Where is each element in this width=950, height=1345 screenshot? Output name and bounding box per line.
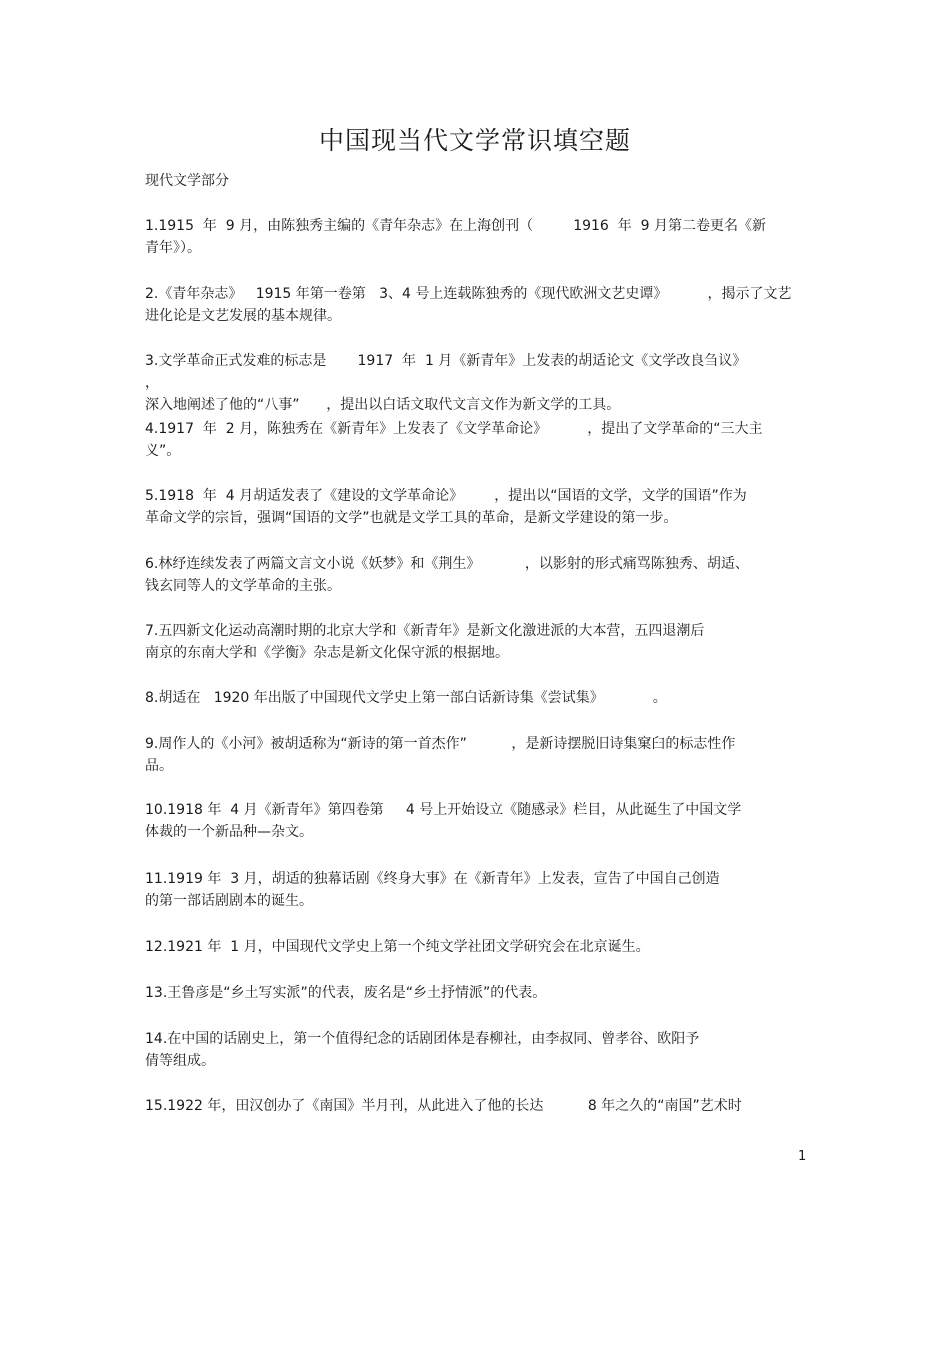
question-item-3: 3.文学革命正式发难的标志是 1917 年 1 月《新青年》上发表的胡适论文《文学改良刍议》 ， 深入地阐述了他的“八事” ，提出以白话文取代文言文作为新文学的工具。	[145, 353, 747, 413]
question-item-5: 5.1918 年 4 月胡适发表了《建设的文学革命论》 ，提出以“国语的文学，文学的国语”作为 革命文学的宗旨，强调“国语的文学”也就是文学工具的革命，是新文学建设的第一步。	[145, 488, 747, 526]
section-heading: 现代文学部分	[145, 173, 229, 189]
question-item-4: 4.1917 年 2 月，陈独秀在《新青年》上发表了《文学革命论》 ，提出了文学革命的“三大主 义”。	[145, 421, 763, 459]
question-item-13: 13.王鲁彦是“乡土写实派”的代表，废名是“乡土抒情派”的代表。	[145, 985, 547, 1001]
question-item-9: 9.周作人的《小河》被胡适称为“新诗的第一首杰作” ，是新诗摆脱旧诗集窠臼的标志性作 品。	[145, 736, 736, 774]
question-item-8: 8.胡适在 1920 年出版了中国现代文学史上第一部白话新诗集《尝试集》 。	[145, 690, 667, 706]
question-item-10: 10.1918 年 4 月《新青年》第四卷第 4 号上开始设立《随感录》栏目，从此诞生了中国文学 体裁的一个新品种—杂文。	[145, 802, 742, 840]
question-item-6: 6.林纾连续发表了两篇文言文小说《妖梦》和《荆生》 ，以影射的形式痛骂陈独秀、胡适、 钱玄同等人的文学革命的主张。	[145, 556, 749, 594]
question-item-1: 1.1915 年 9 月，由陈独秀主编的《青年杂志》在上海创刊（ 1916 年 9 月第二卷更名《新 青年》）。	[145, 218, 766, 256]
question-item-15: 15.1922 年，田汉创办了《南国》半月刊，从此进入了他的长达 8 年之久的“南国”艺术时	[145, 1098, 742, 1114]
page-number: 1	[798, 1149, 807, 1164]
question-item-11: 11.1919 年 3 月，胡适的独幕话剧《终身大事》在《新青年》上发表，宣告了中国自己创造 的第一部话剧剧本的诞生。	[145, 871, 720, 909]
question-item-12: 12.1921 年 1 月，中国现代文学史上第一个纯文学社团文学研究会在北京诞生。	[145, 939, 650, 955]
question-item-2: 2.《青年杂志》 1915 年第一卷第 3、4 号上连载陈独秀的《现代欧洲文艺史谭》 ，揭示了文艺 进化论是文艺发展的基本规律。	[145, 286, 792, 324]
question-item-7: 7.五四新文化运动高潮时期的北京大学和《新青年》是新文化激进派的大本营，五四退潮后 南京的东南大学和《学衡》杂志是新文化保守派的根据地。	[145, 623, 705, 661]
question-item-14: 14.在中国的话剧史上，第一个值得纪念的话剧团体是春柳社，由李叔同、曾孝谷、欧阳予 倩等组成。	[145, 1031, 700, 1069]
page-title: 中国现当代文学常识填空题	[318, 126, 631, 155]
